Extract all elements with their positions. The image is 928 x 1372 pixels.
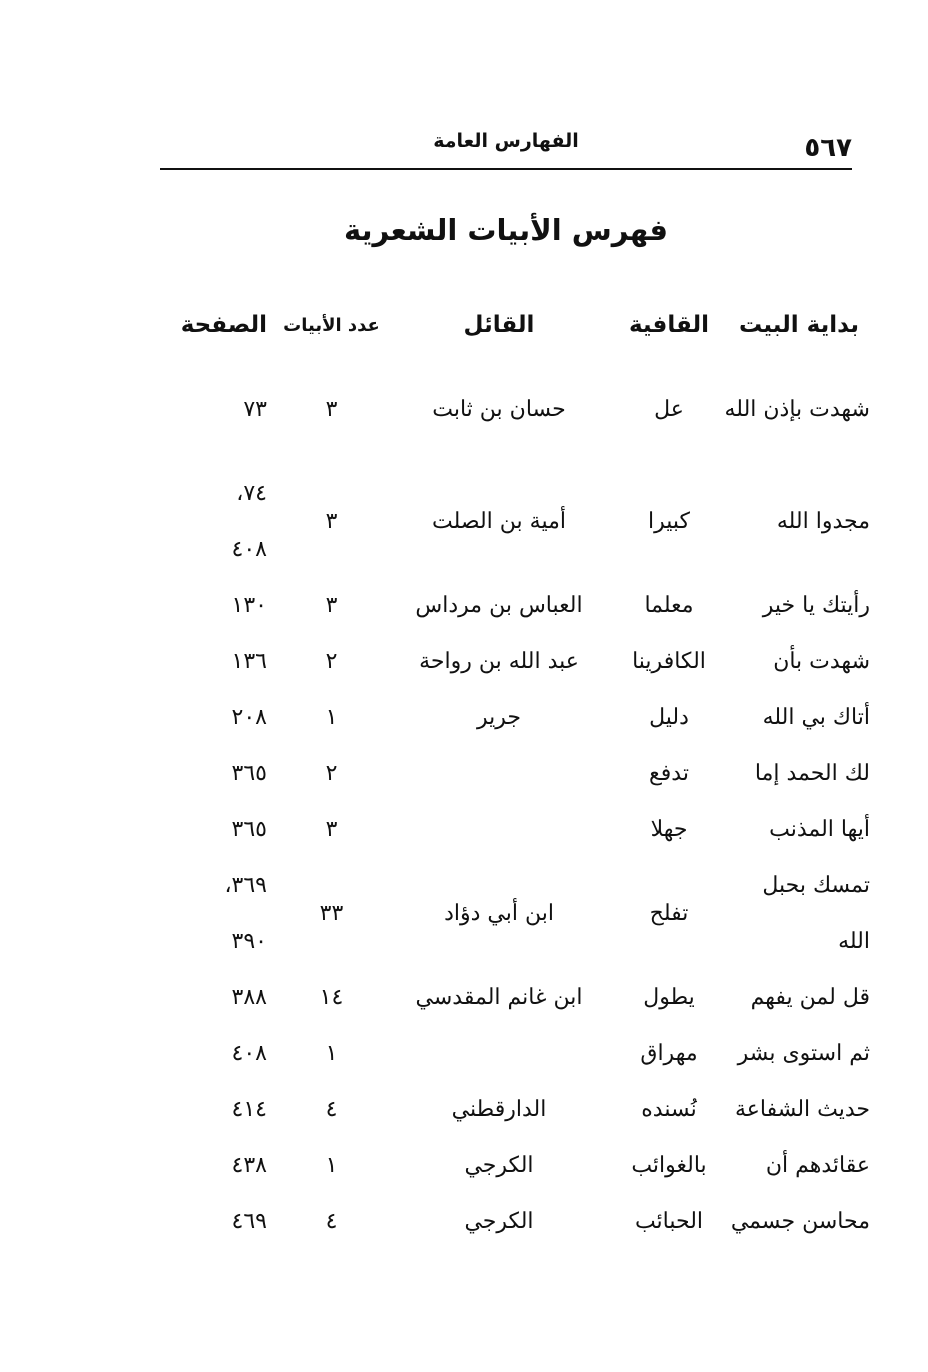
verse-start-cell: شهدت بأن bbox=[773, 649, 870, 674]
page-ref: ٣٩٠ bbox=[231, 929, 267, 954]
table-row bbox=[150, 690, 874, 746]
page-cell bbox=[150, 970, 279, 1026]
page-ref: ٧٤، bbox=[236, 481, 267, 506]
page-cell bbox=[150, 578, 279, 634]
poet-cell: العباس بن مرداس bbox=[415, 593, 583, 618]
page-cell bbox=[150, 1138, 279, 1194]
verse-count-cell: ٣ bbox=[325, 509, 338, 534]
rhyme-cell: دليل bbox=[649, 705, 689, 730]
header-verse-count: عدد الأبيات bbox=[283, 314, 380, 336]
table-row bbox=[150, 578, 874, 634]
poet-cell bbox=[384, 802, 614, 858]
poet-cell: جرير bbox=[477, 705, 521, 730]
rhyme-cell: كبيرا bbox=[647, 509, 690, 534]
rhyme-cell: بالغوائب bbox=[631, 1153, 707, 1178]
rhyme-cell: تدفع bbox=[649, 761, 689, 786]
table-row bbox=[150, 1026, 874, 1082]
rhyme-cell: يطول bbox=[643, 985, 695, 1010]
table-row bbox=[150, 466, 874, 578]
page-ref: ٤٠٨ bbox=[231, 1041, 267, 1066]
page-ref: ٢٠٨ bbox=[231, 705, 267, 730]
page-cell bbox=[150, 858, 279, 970]
page-cell bbox=[150, 634, 279, 690]
verse-start-cell: أيها المذنب bbox=[769, 817, 870, 842]
page-cell bbox=[150, 354, 279, 466]
verse-start-cell: محاسن جسمي bbox=[730, 1209, 870, 1234]
page-ref: ٣٦٩، bbox=[224, 873, 267, 898]
verse-count-cell: ١ bbox=[325, 705, 338, 730]
page-cell bbox=[150, 802, 279, 858]
verse-start-cell: ثم استوى بشر bbox=[737, 1041, 870, 1066]
poet-cell bbox=[384, 746, 614, 802]
poet-cell: الكرجي bbox=[464, 1209, 534, 1234]
rhyme-cell: عل bbox=[654, 397, 684, 422]
poet-cell: ابن أبي دؤاد bbox=[444, 901, 554, 926]
poet-cell: الكرجي bbox=[464, 1153, 534, 1178]
verse-count-cell: ٣ bbox=[325, 593, 338, 618]
page-ref: ٤١٤ bbox=[231, 1097, 267, 1122]
rhyme-cell: مهراق bbox=[640, 1041, 698, 1066]
page-cell bbox=[150, 746, 279, 802]
index-title: فهرس الأبيات الشعرية bbox=[344, 213, 668, 247]
verse-start-cell: حديث الشفاعة bbox=[734, 1097, 870, 1122]
table-row bbox=[150, 858, 874, 970]
verse-start-cell: مجدوا الله bbox=[776, 509, 870, 534]
verse-start-cell: قل لمن يفهم bbox=[750, 985, 870, 1010]
verse-start-cell: أتاك بي الله bbox=[762, 705, 870, 730]
verse-count-cell: ٢ bbox=[325, 649, 338, 674]
rhyme-cell: الحبائب bbox=[634, 1209, 704, 1234]
rhyme-cell: تفلح bbox=[649, 901, 689, 926]
header-page: الصفحة bbox=[180, 312, 267, 338]
page-ref: ١٣٦ bbox=[231, 649, 267, 674]
page-number: ٥٦٧ bbox=[804, 133, 852, 163]
table-row bbox=[150, 802, 874, 858]
poet-cell bbox=[384, 1026, 614, 1082]
page-ref: ٣٦٥ bbox=[231, 817, 267, 842]
page-ref: ٧٣ bbox=[243, 397, 267, 422]
header-poet: القائل bbox=[463, 312, 535, 338]
page-cell bbox=[150, 1194, 279, 1250]
verse-count-cell: ٤ bbox=[325, 1097, 338, 1122]
table-body bbox=[150, 354, 874, 1250]
header-rule bbox=[160, 168, 852, 170]
poet-cell: ابن غانم المقدسي bbox=[415, 985, 583, 1010]
header-verse-start: بداية البيت bbox=[738, 312, 860, 338]
rhyme-cell: جهلا bbox=[650, 817, 688, 842]
page-ref: ٤٠٨ bbox=[231, 537, 267, 562]
table-row bbox=[150, 354, 874, 466]
rhyme-cell: معلما bbox=[644, 593, 694, 618]
poet-cell: الدارقطني bbox=[451, 1097, 547, 1122]
page-cell bbox=[150, 1082, 279, 1138]
verse-start-cell: تمسك بحبل الله bbox=[762, 873, 870, 954]
verse-count-cell: ٣ bbox=[325, 817, 338, 842]
rhyme-cell: نُسنده bbox=[641, 1097, 697, 1122]
verse-count-cell: ١٤ bbox=[319, 985, 344, 1010]
table-row bbox=[150, 634, 874, 690]
poetry-index-table bbox=[150, 296, 874, 1250]
table-row bbox=[150, 1194, 874, 1250]
verse-start-cell: لك الحمد إما bbox=[754, 761, 870, 786]
page-ref: ٣٨٨ bbox=[231, 985, 267, 1010]
verse-start-cell: شهدت بإذن الله bbox=[724, 397, 870, 422]
page-ref: ١٣٠ bbox=[231, 593, 267, 618]
poet-cell: حسان بن ثابت bbox=[432, 397, 566, 422]
running-title: الفهارس العامة bbox=[433, 130, 579, 152]
verse-count-cell: ٢ bbox=[325, 761, 338, 786]
page-ref: ٤٦٩ bbox=[231, 1209, 267, 1234]
verse-start-cell: رأيتك يا خير bbox=[762, 593, 870, 618]
running-head bbox=[160, 125, 852, 169]
verse-count-cell: ١ bbox=[325, 1041, 338, 1066]
page-cell bbox=[150, 1026, 279, 1082]
rhyme-cell: الكافرينا bbox=[632, 649, 706, 674]
verse-count-cell: ١ bbox=[325, 1153, 338, 1178]
page-ref: ٣٦٥ bbox=[231, 761, 267, 786]
header-rhyme: القافية bbox=[628, 312, 710, 338]
page-ref: ٤٣٨ bbox=[231, 1153, 267, 1178]
verse-count-cell: ٣ bbox=[325, 397, 338, 422]
table-header-row bbox=[150, 296, 874, 354]
verse-count-cell: ٤ bbox=[325, 1209, 338, 1234]
poet-cell: عبد الله بن رواحة bbox=[419, 649, 579, 674]
table-row bbox=[150, 746, 874, 802]
poet-cell: أمية بن الصلت bbox=[432, 509, 566, 534]
verse-start-cell: عقائدهم أن bbox=[765, 1153, 870, 1178]
table-row bbox=[150, 970, 874, 1026]
table-row bbox=[150, 1082, 874, 1138]
page-cell bbox=[150, 466, 279, 578]
page-cell bbox=[150, 690, 279, 746]
verse-count-cell: ٣٣ bbox=[319, 901, 344, 926]
table-row bbox=[150, 1138, 874, 1194]
